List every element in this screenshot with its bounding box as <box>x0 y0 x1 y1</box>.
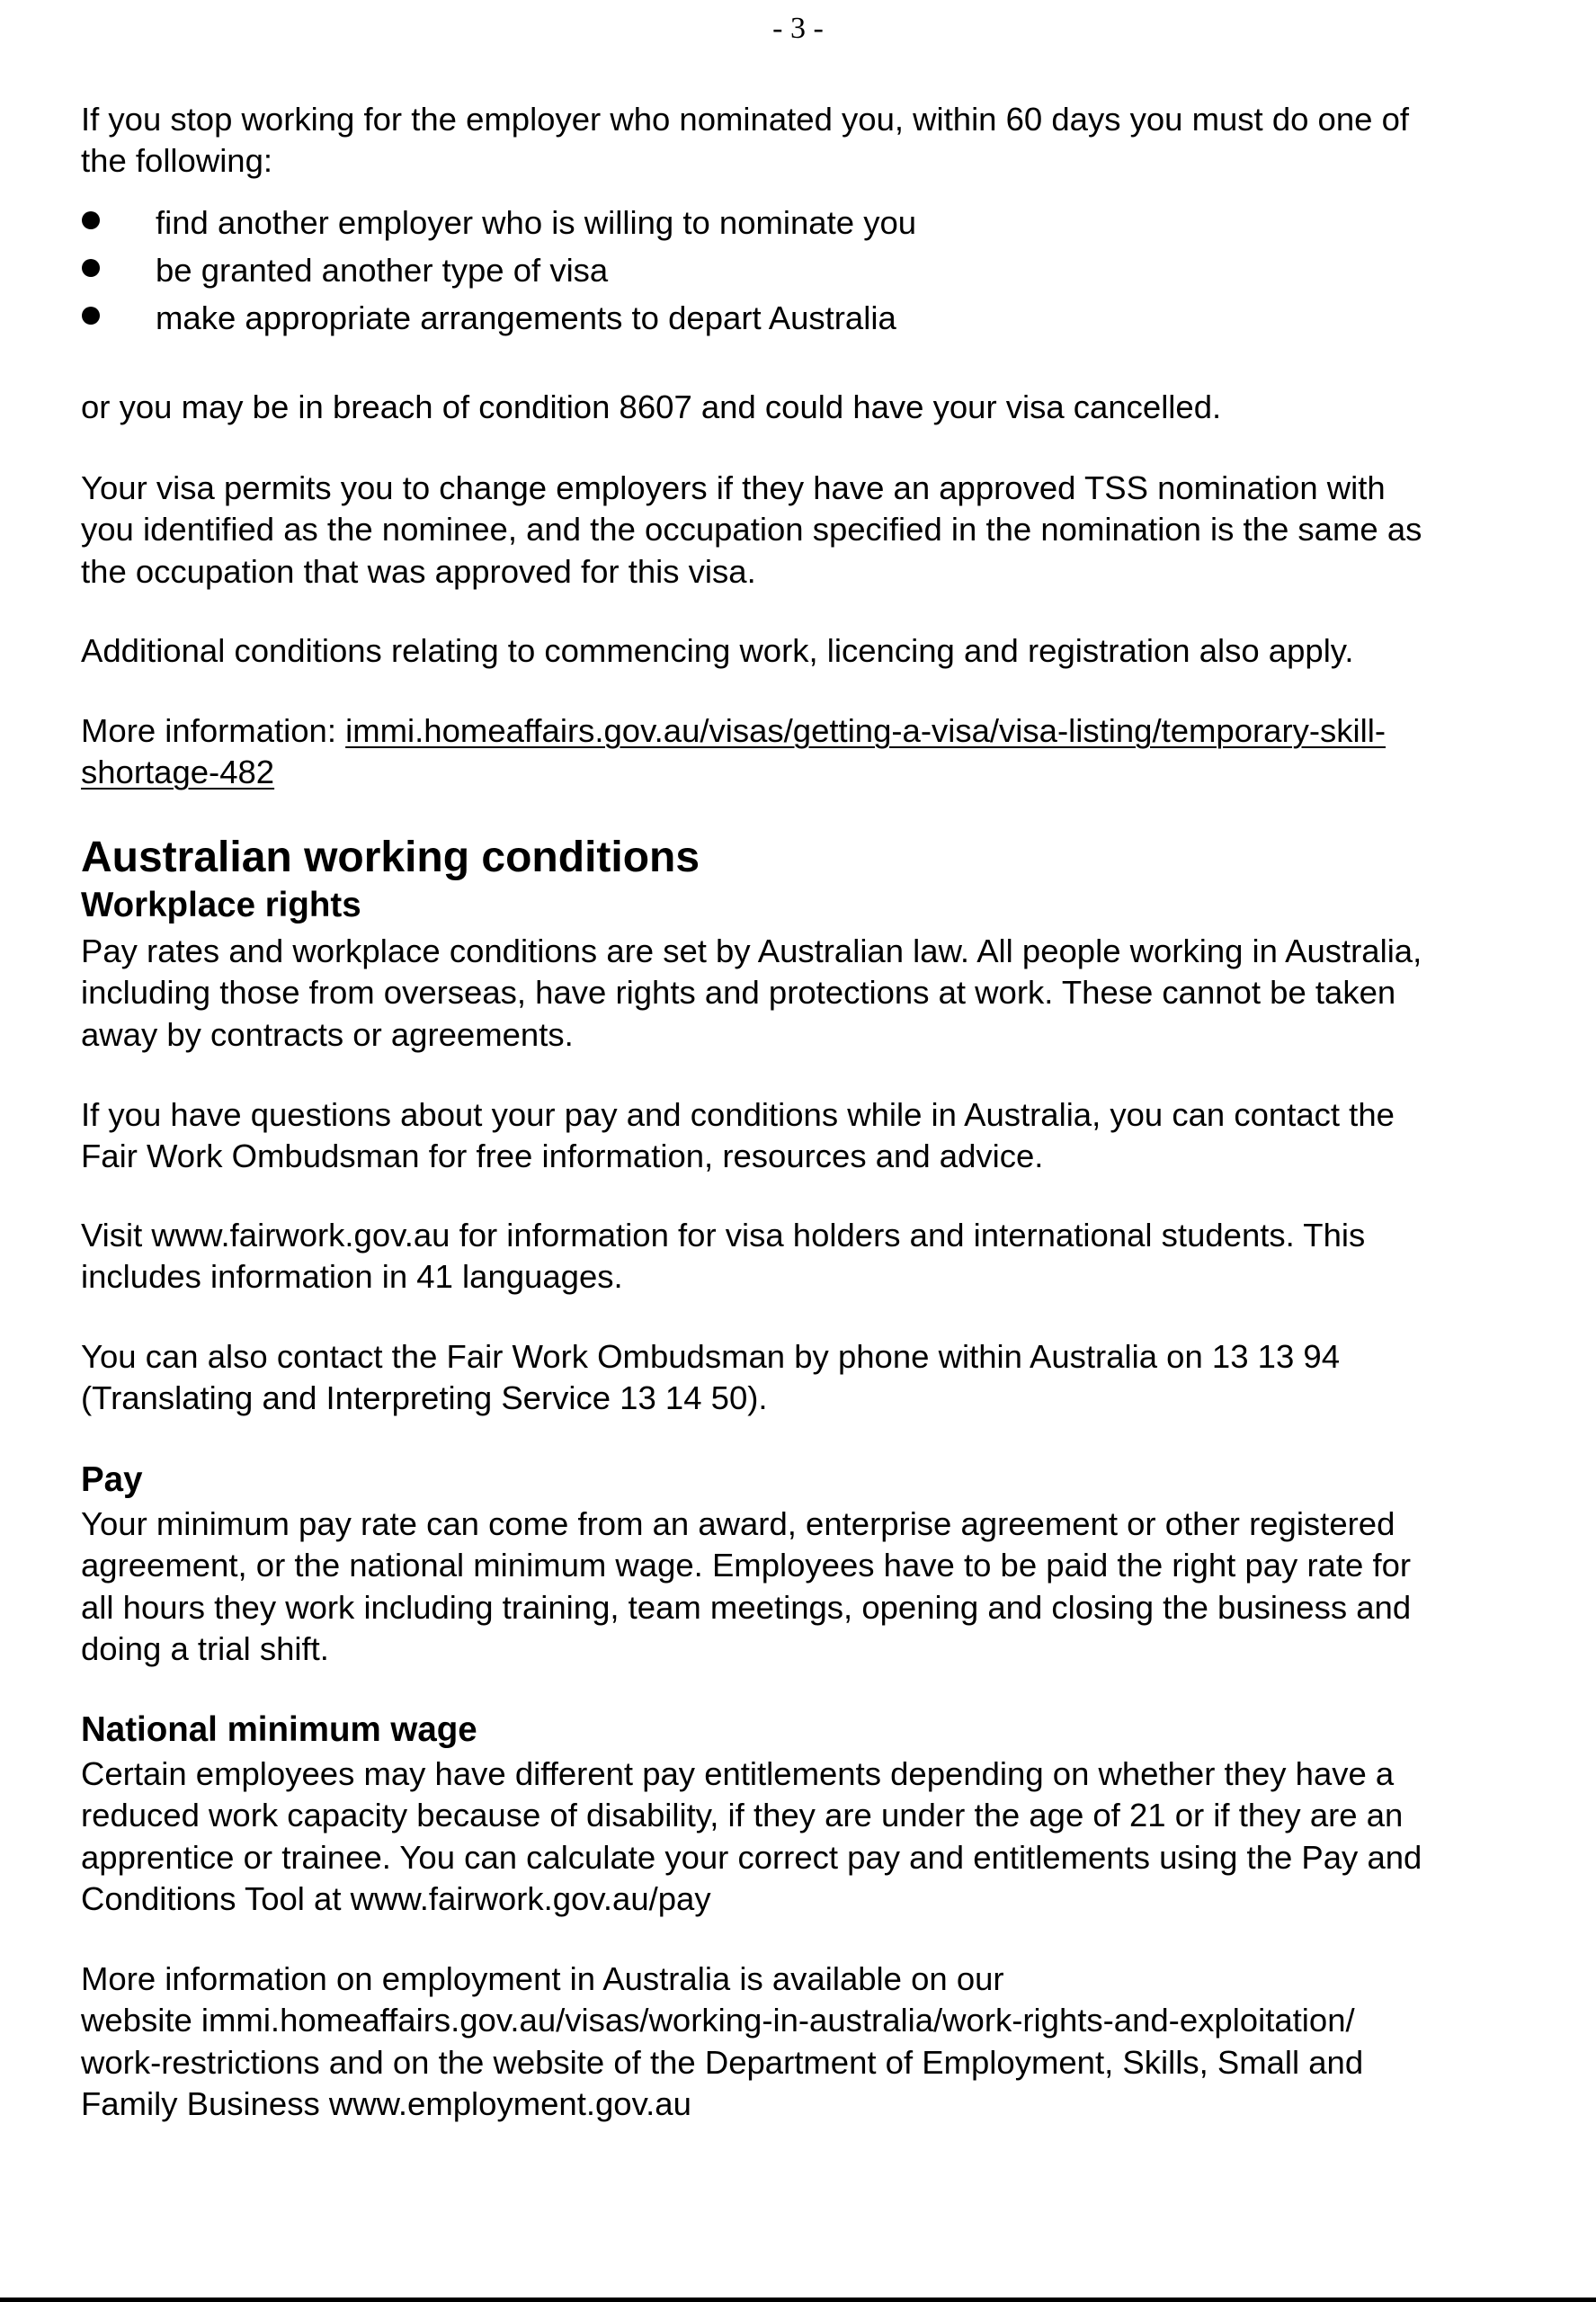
more-info-link[interactable]: shortage-482 <box>81 754 275 790</box>
employment-info-line: More information on employment in Australia is available on our <box>81 1960 1004 1997</box>
pay-line: agreement, or the national minimum wage. Employees have to be paid the right pay rate for <box>81 1547 1412 1584</box>
additional-conditions: Additional conditions relating to commencing work, licencing and registration also apply. <box>81 632 1354 669</box>
more-info-link[interactable]: immi.homeaffairs.gov.au/visas/getting-a-visa/visa-listing/temporary-skill- <box>345 712 1386 749</box>
change-employers-line: you identified as the nominee, and the occupation specified in the nomination is the same as <box>81 511 1422 548</box>
questions-line: Fair Work Ombudsman for free information, resources and advice. <box>81 1138 1044 1174</box>
workplace-rights-line: including those from overseas, have rights and protections at work. These cannot be taken <box>81 974 1396 1011</box>
bullet-item: find another employer who is willing to nominate you <box>156 204 917 241</box>
change-employers-line: Your visa permits you to change employers if they have an approved TSS nomination with <box>81 469 1386 506</box>
pay-line: all hours they work including training, team meetings, opening and closing the business and <box>81 1589 1412 1626</box>
workplace-rights-line: Pay rates and workplace conditions are set by Australian law. All people working in Australia, <box>81 932 1422 969</box>
intro-line: the following: <box>81 142 273 179</box>
page-bottom-border <box>0 2298 1596 2302</box>
questions-line: If you have questions about your pay and conditions while in Australia, you can contact the <box>81 1096 1395 1133</box>
visit-line: includes information in 41 languages. <box>81 1258 623 1295</box>
bullet-icon <box>82 259 100 277</box>
more-info-label: More information: <box>81 712 346 749</box>
minimum-wage-line: Conditions Tool at www.fairwork.gov.au/pay <box>81 1880 711 1917</box>
minimum-wage-line: apprentice or trainee. You can calculate your correct pay and entitlements using the Pay and <box>81 1839 1422 1876</box>
pay-heading: Pay <box>81 1460 143 1499</box>
more-info-line <box>81 711 1386 751</box>
workplace-rights-line: away by contracts or agreements. <box>81 1016 574 1053</box>
employment-info-line: work-restrictions and on the website of the Department of Employment, Skills, Small and <box>81 2044 1364 2081</box>
minimum-wage-line: reduced work capacity because of disability, if they are under the age of 21 or if they are an <box>81 1797 1404 1834</box>
section-title: Australian working conditions <box>81 834 700 881</box>
intro-line: If you stop working for the employer who nominated you, within 60 days you must do one of <box>81 101 1410 138</box>
pay-line: doing a trial shift. <box>81 1630 329 1667</box>
bullet-icon <box>82 211 100 229</box>
more-info-line <box>81 753 274 792</box>
minimum-wage-line: Certain employees may have different pay entitlements depending on whether they have a <box>81 1755 1395 1792</box>
pay-line: Your minimum pay rate can come from an award, enterprise agreement or other registered <box>81 1505 1395 1542</box>
bullet-item: make appropriate arrangements to depart Australia <box>156 299 896 336</box>
national-minimum-wage-heading: National minimum wage <box>81 1710 477 1749</box>
bullet-item: be granted another type of visa <box>156 252 609 289</box>
employment-info-line: Family Business www.employment.gov.au <box>81 2085 691 2122</box>
bullet-icon <box>82 307 100 325</box>
change-employers-line: the occupation that was approved for this visa. <box>81 553 756 590</box>
contact-line: You can also contact the Fair Work Ombudsman by phone within Australia on 13 13 94 <box>81 1338 1340 1375</box>
contact-line: (Translating and Interpreting Service 13 14 50). <box>81 1379 768 1416</box>
employment-info-line: website immi.homeaffairs.gov.au/visas/working-in-australia/work-rights-and-exploitation/ <box>81 2002 1355 2039</box>
visit-line: Visit www.fairwork.gov.au for information for visa holders and international students. This <box>81 1217 1366 1254</box>
page-number: - 3 - <box>772 12 824 45</box>
workplace-rights-heading: Workplace rights <box>81 886 361 924</box>
breach-line: or you may be in breach of condition 8607 and could have your visa cancelled. <box>81 388 1222 425</box>
